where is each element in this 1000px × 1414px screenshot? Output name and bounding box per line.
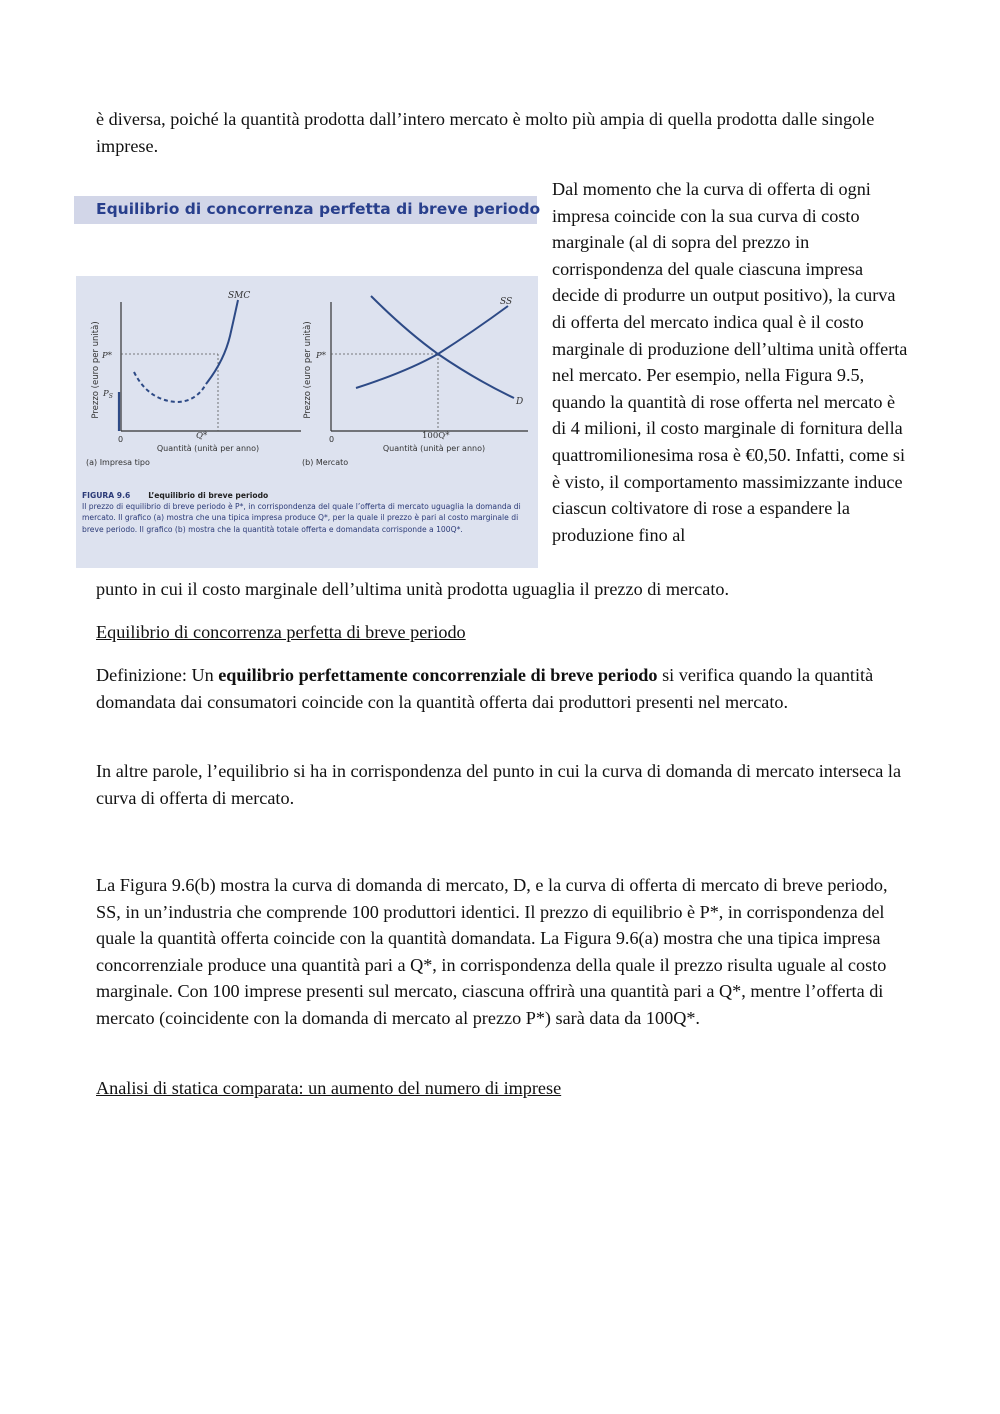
side-paragraph: Dal momento che la curva di offerta di ogni impresa coincide con la sua curva di costo marginale (al di sopra del prezzo in corrispondenza del quale ciascuna impresa decide di produrre un output positivo), la curva di offerta del mercato indica qual è il costo marginale di produzione dell’ultima unità offerta nel mercato. Per esempio, nella Figura 9.5, quando la quantità di rose offerta nel mercato è di 4 milioni, il costo marginale di fornitura della quattromilionesima rosa è €0,50. Infatti, come si è visto, il comportamento massimizzante induce ciascun coltivatore di rose a espandere la produzione fino al (552, 179, 908, 545)
panel-a-origin: 0 (118, 435, 124, 444)
panel-a-impresa-tipo (86, 291, 301, 467)
intro-paragraph: è diversa, poiché la quantità prodotta dall’intero mercato è molto più ampia di quella prodotta dalle singole imprese. (96, 109, 875, 156)
figure-9-6 (74, 196, 539, 570)
figure-panel (76, 276, 538, 568)
figure-caption-text: Il prezzo di equilibrio di breve periodo è P*, in corrispondenza del quale l’offerta di mercato uguaglia la domanda di mercato. Il grafico (a) mostra che una tipica impresa produce Q*, per la quale il prezzo è pari al costo marginale di breve periodo. Il grafico (b) mostra che la quantità totale offerta e domandata corrisponde a 100Q*. (82, 502, 521, 534)
panel-b-title: (b) Mercato (302, 458, 349, 467)
definition-prefix: Definizione: Un (96, 665, 219, 685)
panel-b-x-axis-label: Quantità (unità per anno) (382, 444, 486, 453)
paragraph-altre-parole: In altre parole, l’equilibrio si ha in corrispondenza del punto in cui la curva di domanda di mercato interseca la curva di offerta di mercato. (96, 761, 902, 808)
panel-b-demand-curve (371, 296, 514, 398)
panel-b-d-label: D (516, 397, 524, 407)
panel-b-origin: 0 (329, 435, 335, 444)
paragraph-figura-9-6: La Figura 9.6(b) mostra la curva di domanda di mercato, D, e la curva di offerta di mercato di breve periodo, SS, in un’industria che comprende 100 produttori identici. Il prezzo di equilibrio è P*, in corrispondenza del quale la quantità offerta coincide con la quantità domandata. La Figura 9.6(a) mostra che una tipica impresa concorrenziale produce una quantità pari a Q*, in corrispondenza della quale il prezzo risulta uguale al costo marginale. Con 100 imprese presenti sul mercato, ciascuna offrirà una quantità pari a Q*, mentre l’offerta di mercato (coincidente con la domanda di mercato al prezzo P*) sarà data da 100Q*. (96, 875, 888, 1028)
panel-a-title: (a) Impresa tipo (86, 458, 150, 467)
panel-a-p-star-label: P* (102, 351, 112, 361)
figure-banner-title: Equilibrio di concorrenza perfetta di breve periodo (96, 200, 541, 218)
panel-a-y-axis-label: Prezzo (euro per unità) (91, 321, 101, 419)
panel-a-q-star-label: Q* (196, 431, 208, 441)
side-paragraph-end: punto in cui il costo marginale dell’ultima unità prodotta uguaglia il prezzo di mercato. (96, 579, 730, 599)
definition-suffix: si verifica quando la quantità domandata dai consumatori coincide con la quantità offerta dai produttori presenti nel mercato. (96, 665, 874, 712)
panel-a-smc-label: SMC (228, 291, 251, 301)
figure-number: FIGURA 9.6 (82, 491, 131, 500)
panel-b-mercato (302, 296, 528, 467)
figure-caption-title: L’equilibrio di breve periodo (148, 491, 269, 500)
panel-b-supply-curve (356, 306, 508, 388)
definition-paragraph (96, 662, 906, 715)
panel-b-y-axis-label: Prezzo (euro per unità) (303, 321, 313, 419)
panel-b-ss-label: SS (500, 297, 513, 307)
section-heading-equilibrio: Equilibrio di concorrenza perfetta di breve periodo (96, 622, 466, 642)
panel-b-q-star-label: 100Q* (422, 431, 450, 441)
section-heading-statica-comparata: Analisi di statica comparata: un aumento del numero di imprese (96, 1078, 562, 1098)
figure-banner (74, 196, 541, 224)
panel-a-x-axis-label: Quantità (unità per anno) (156, 444, 260, 453)
panel-a-ps-label: $P_S$ (103, 389, 113, 400)
panel-a-smc-dashed-segment (134, 372, 206, 402)
definition-term: equilibrio perfettamente concorrenziale di breve periodo (218, 665, 658, 685)
panel-a-smc-curve (206, 300, 238, 384)
panel-b-p-star-label: P* (316, 351, 326, 361)
figure-caption (82, 490, 534, 535)
